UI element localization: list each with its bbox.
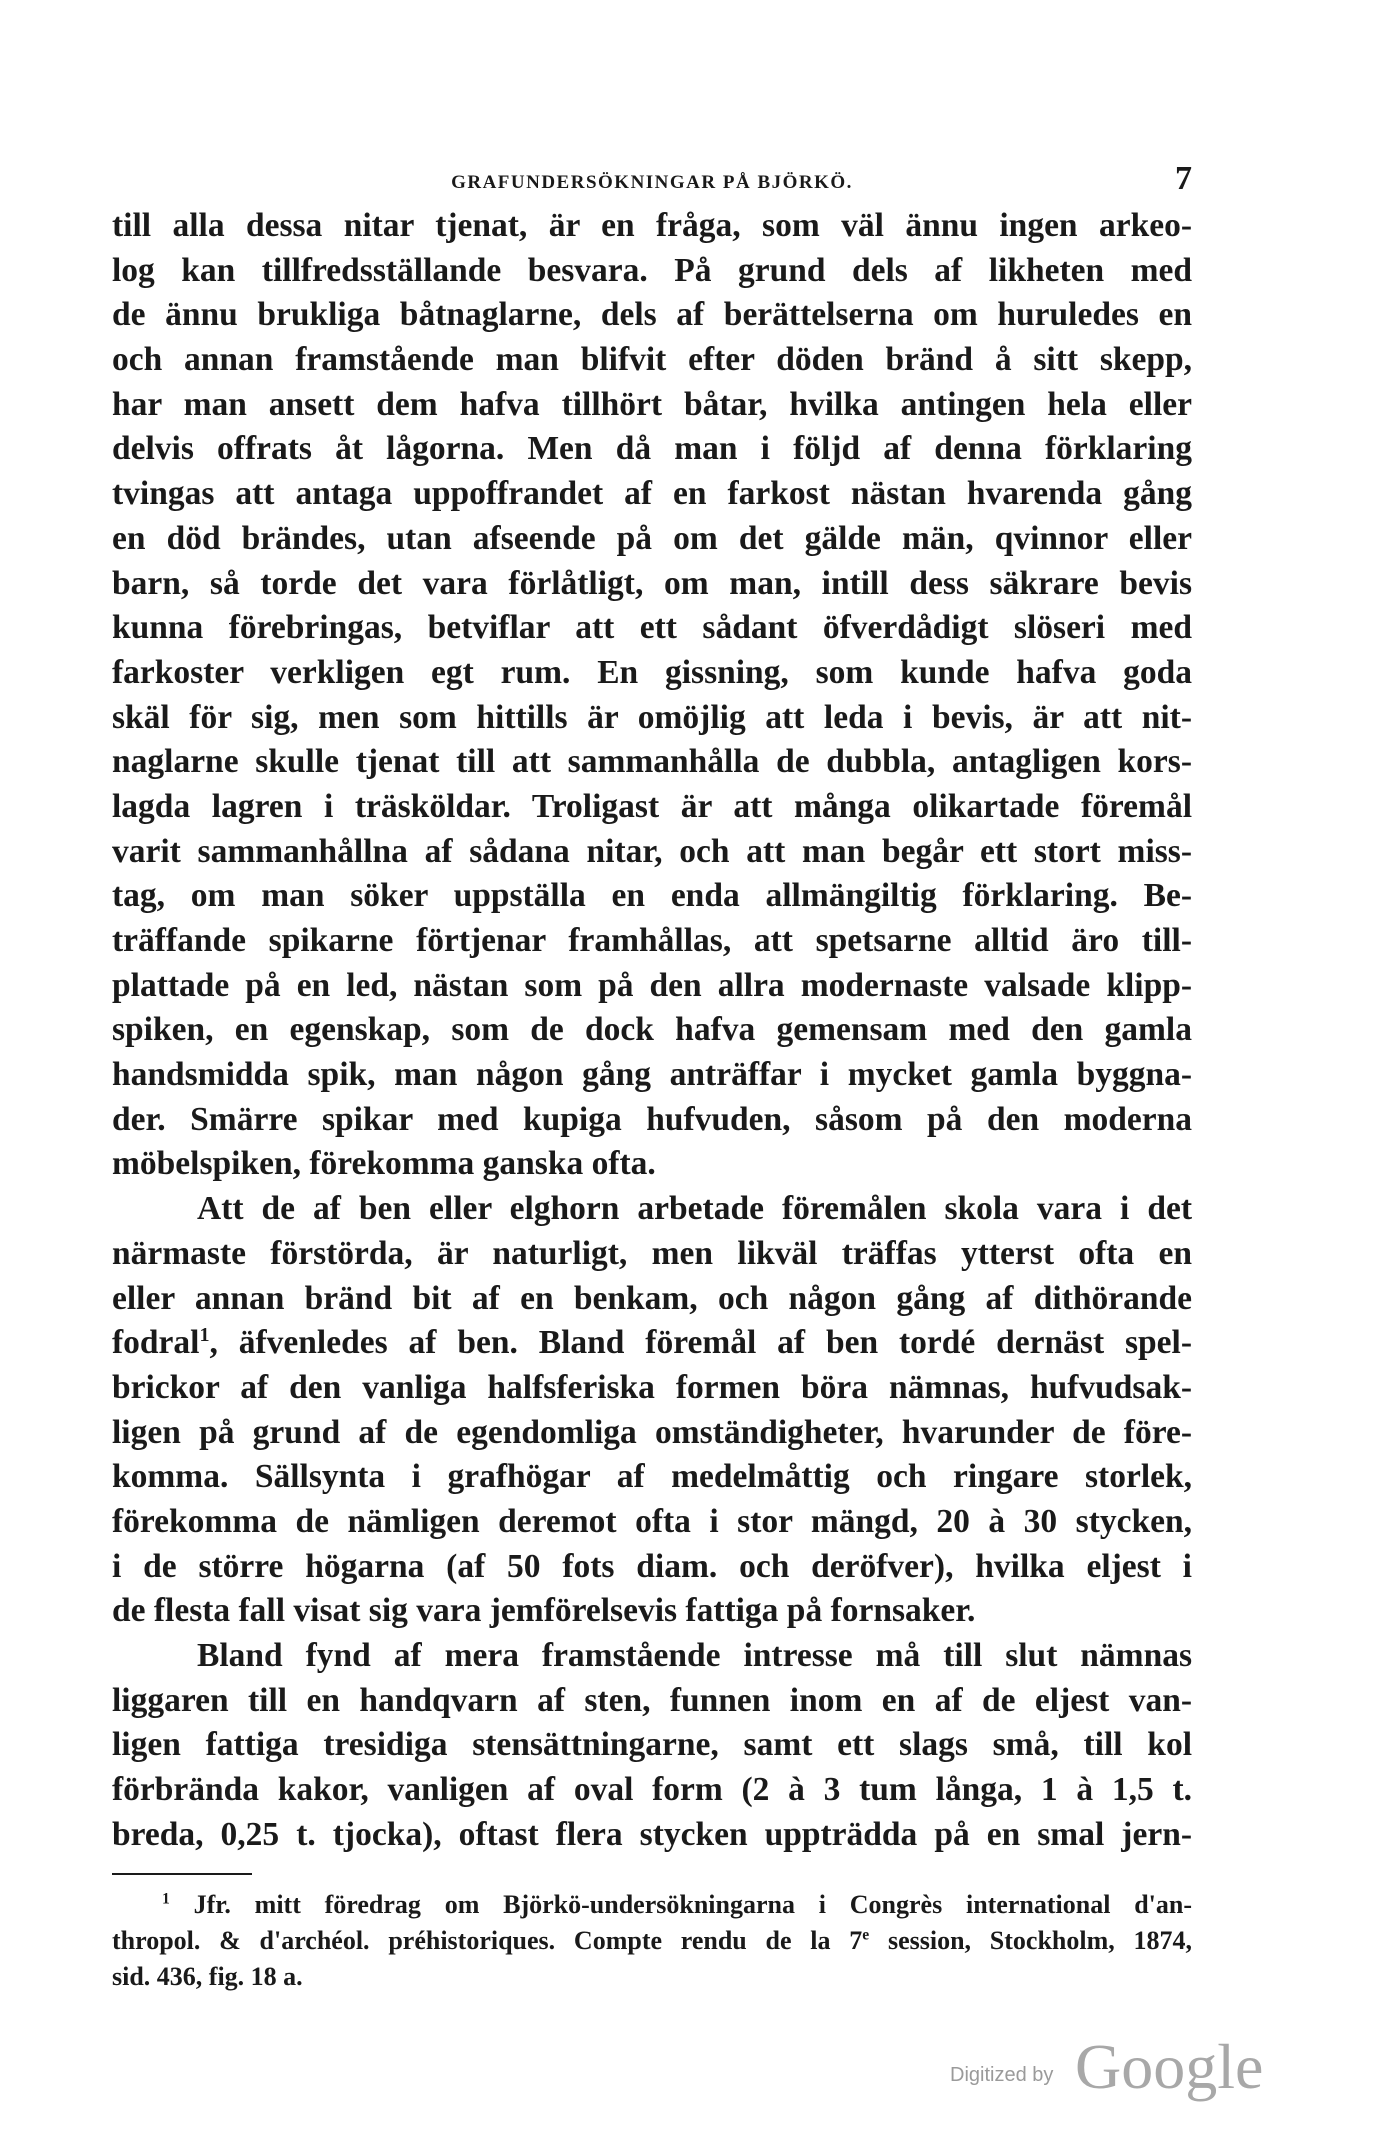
- text-line: de flesta fall visat sig vara jemförelsevis fattiga på fornsaker.: [112, 1592, 976, 1630]
- text-fragment: fodral: [112, 1324, 200, 1362]
- text-line: närmaste förstörda, är naturligt, men likväl träffas ytterst ofta en: [112, 1234, 1192, 1272]
- text-line: breda, 0,25 t. tjocka), oftast flera stycken uppträdda på en smal jern-: [112, 1815, 1192, 1853]
- text-line: spiken, en egenskap, som de dock hafva gemensam med den gamla: [112, 1011, 1192, 1049]
- digitized-by-label: Digitized by: [950, 2064, 1054, 2086]
- text-line: en död brändes, utan afseende på om det gälde män, qvinnor eller: [112, 519, 1192, 557]
- text-line: log kan tillfredsställande besvara. På grund dels af likheten med: [112, 251, 1192, 289]
- text-line: brickor af den vanliga halfsferiska formen böra nämnas, hufvudsak-: [112, 1368, 1192, 1406]
- text-line: Att de af ben eller elghorn arbetade föremålen skola vara i det: [197, 1190, 1192, 1228]
- footnote-text: thropol. & d'archéol. préhistoriques. Compte rendu de la 7: [112, 1926, 863, 1956]
- text-line: skäl för sig, men som hittills är omöjlig att leda i bevis, är att nit-: [112, 698, 1192, 736]
- footnote-text: session, Stockholm, 1874,: [869, 1926, 1192, 1956]
- text-line: lagda lagren i träsköldar. Troligast är att många olikartade föremål: [112, 787, 1192, 825]
- text-line: komma. Sällsynta i grafhögar af medelmåttig och ringare storlek,: [112, 1458, 1192, 1496]
- footnote-line: sid. 436, fig. 18 a.: [112, 1962, 303, 1992]
- text-line: delvis offrats åt lågorna. Men då man i följd af denna förklaring: [112, 430, 1192, 468]
- text-line: tvingas att antaga uppoffrandet af en farkost nästan hvarenda gång: [112, 475, 1192, 513]
- footnote: [112, 1887, 1192, 1995]
- google-logo: Google: [1075, 2031, 1264, 2102]
- text-line: i de större högarna (af 50 fots diam. och deröfver), hvilka eljest i: [112, 1547, 1192, 1585]
- text-fragment: , äfvenledes af ben. Bland föremål af ben tordé dernäst spel-: [209, 1324, 1192, 1362]
- text-line: kunna förebringas, betviflar att ett sådant öfverdådigt slöseri med: [112, 609, 1192, 647]
- footnote-text: Jfr. mitt föredrag om Björkö-undersökningarna i Congrès international d'an-: [193, 1890, 1192, 1920]
- text-line: ligen fattiga tresidiga stensättningarne, samt ett slags små, till kol: [112, 1726, 1192, 1764]
- text-line: Bland fynd af mera framstående intresse må till slut nämnas: [197, 1637, 1192, 1674]
- footnote-reference[interactable]: 1: [199, 1324, 210, 1347]
- text-line: ligen på grund af de egendomliga omständigheter, hvarunder de före-: [112, 1413, 1192, 1451]
- running-head: [112, 160, 1192, 204]
- text-line: de ännu brukliga båtnaglarne, dels af berättelserna om huruledes en: [112, 296, 1192, 334]
- footnote-line: [112, 1923, 1192, 1959]
- footnote-superscript: e: [862, 1926, 870, 1944]
- book-page: [112, 160, 1192, 1995]
- text-line: och annan framstående man blifvit efter döden bränd å sitt skepp,: [112, 341, 1192, 379]
- text-line: naglarne skulle tjenat till att sammanhålla de dubbla, antagligen kors-: [112, 743, 1192, 781]
- text-line: varit sammanhållna af sådana nitar, och att man begår ett stort miss-: [112, 832, 1192, 870]
- text-line-with-note: [112, 1321, 1192, 1366]
- text-line: farkoster verkligen egt rum. En gissning, som kunde hafva goda: [112, 653, 1192, 691]
- text-line: har man ansett dem hafva tillhört båtar, hvilka antingen hela eller: [112, 385, 1192, 423]
- text-line: förekomma de nämligen deremot ofta i stor mängd, 20 à 30 stycken,: [112, 1502, 1192, 1540]
- text-line: handsmidda spik, man någon gång anträffar i mycket gamla byggna-: [112, 1056, 1192, 1094]
- text-line: barn, så torde det vara förlåtligt, om man, intill dess säkrare bevis: [112, 564, 1192, 602]
- text-line: plattade på en led, nästan som på den allra modernaste valsade klipp-: [112, 966, 1192, 1004]
- text-line: der. Smärre spikar med kupiga hufvuden, såsom på den moderna: [112, 1100, 1192, 1138]
- footnote-divider: [112, 1873, 252, 1875]
- footnote-marker: 1: [162, 1890, 170, 1908]
- running-title: GRAFUNDERSÖKNINGAR PÅ BJÖRKÖ.: [451, 172, 853, 193]
- text-line: träffande spikarne förtjenar framhållas, att spetsarne alltid äro till-: [112, 922, 1192, 959]
- footnote-line: [112, 1887, 1192, 1923]
- body-text: [112, 204, 1192, 1857]
- text-line: förbrända kakor, vanligen af oval form (2 à 3 tum långa, 1 à 1,5 t.: [112, 1771, 1192, 1809]
- text-line: liggaren till en handqvarn af sten, funnen inom en af de eljest van-: [112, 1681, 1192, 1719]
- text-line: eller annan bränd bit af en benkam, och någon gång af dithörande: [112, 1279, 1192, 1317]
- google-watermark: [950, 2030, 1280, 2110]
- text-line: tag, om man söker uppställa en enda allmängiltig förklaring. Be-: [112, 877, 1192, 915]
- text-line: möbelspiken, förekomma ganska ofta.: [112, 1145, 656, 1183]
- text-line: till alla dessa nitar tjenat, är en fråga, som väl ännu ingen arkeo-: [112, 207, 1192, 244]
- page-number: 7: [1175, 160, 1192, 197]
